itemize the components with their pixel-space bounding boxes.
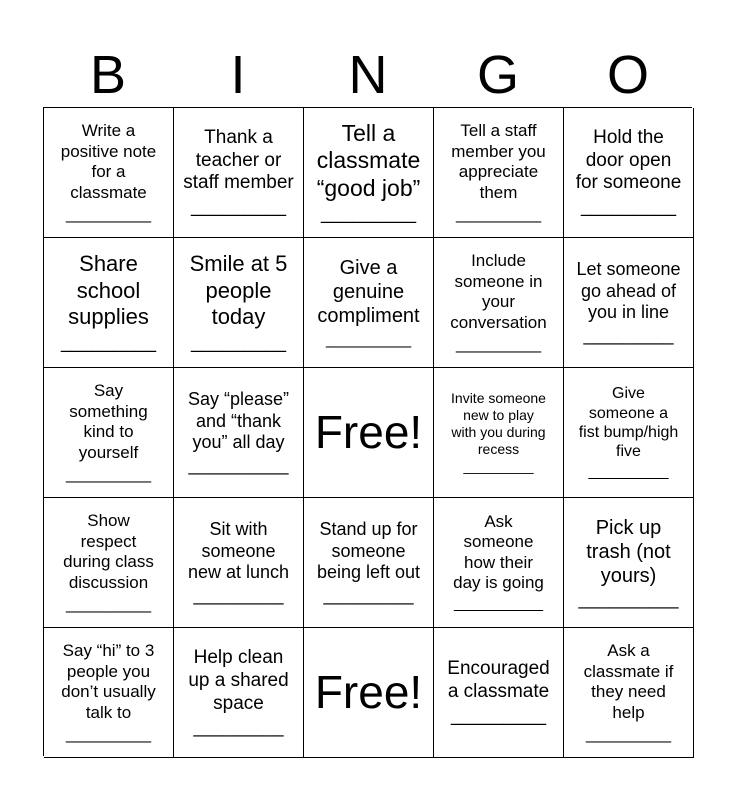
cell-line: _________: [65, 593, 152, 613]
bingo-cell[interactable]: [304, 238, 434, 368]
bingo-cell[interactable]: [434, 628, 564, 758]
bingo-cell[interactable]: [564, 108, 694, 238]
header-letter-n: N: [348, 45, 388, 105]
cell-text: Tell a classmate “good job”: [316, 119, 421, 201]
cell-line: _________: [450, 704, 547, 726]
cell-line: _________: [323, 584, 414, 605]
cell-line: _________: [193, 716, 284, 737]
header-letter-i: I: [230, 45, 246, 105]
cell-line: _________: [60, 331, 157, 353]
cell-text: Tell a staff member you appreciate them: [451, 121, 546, 202]
cell-text: Stand up for someone being left out: [316, 519, 421, 583]
cell-line: _________: [193, 584, 284, 605]
header-letter-b: B: [89, 45, 127, 105]
bingo-board: [43, 107, 692, 756]
bingo-cell[interactable]: [44, 238, 174, 368]
bingo-cell[interactable]: [174, 238, 304, 368]
cell-line: _________: [583, 324, 674, 345]
bingo-cell[interactable]: [434, 498, 564, 628]
bingo-cell[interactable]: [44, 108, 174, 238]
bingo-cell[interactable]: [44, 628, 174, 758]
cell-text: Thank a teacher or staff member: [183, 126, 294, 194]
cell-text: Include someone in your conversation: [450, 251, 547, 332]
bingo-cell[interactable]: [44, 368, 174, 498]
cell-line: _________: [455, 203, 542, 223]
header-letter-o: O: [606, 45, 649, 105]
free-space[interactable]: [304, 628, 434, 758]
bingo-cell[interactable]: [564, 368, 694, 498]
header-letter-g: G: [476, 45, 519, 105]
bingo-cell[interactable]: [564, 238, 694, 368]
bingo-cell[interactable]: [434, 368, 564, 498]
cell-line: _________: [190, 331, 287, 353]
bingo-cell[interactable]: [564, 498, 694, 628]
cell-line: _________: [190, 196, 287, 218]
cell-line: _________: [463, 458, 534, 475]
bingo-cell[interactable]: [434, 238, 564, 368]
cell-line: __________: [454, 595, 543, 613]
bingo-cell[interactable]: [304, 108, 434, 238]
bingo-header: [43, 42, 693, 108]
cell-line: _________: [455, 333, 542, 353]
cell-line: __________: [188, 454, 289, 475]
cell-text: Ask a classmate if they need help: [583, 641, 674, 722]
cell-line: _________: [320, 203, 417, 225]
cell-line: _________: [588, 463, 669, 481]
cell-text: Hold the door open for someone: [575, 126, 682, 194]
bingo-cell[interactable]: [174, 368, 304, 498]
bingo-cell[interactable]: [174, 108, 304, 238]
cell-line: _________: [325, 329, 412, 349]
bingo-cell[interactable]: [564, 628, 694, 758]
bingo-cell[interactable]: [434, 108, 564, 238]
bingo-cell[interactable]: [304, 498, 434, 628]
bingo-cell[interactable]: [174, 498, 304, 628]
cell-text: Give a genuine compliment: [317, 257, 420, 328]
cell-text: Let someone go ahead of you in line: [576, 259, 681, 323]
cell-line: __________: [578, 588, 679, 609]
free-space[interactable]: [304, 368, 434, 498]
bingo-cell[interactable]: [44, 498, 174, 628]
cell-text: Encouraged a classmate: [447, 658, 550, 703]
cell-text: Write a positive note for a classmate: [60, 121, 157, 202]
cell-text: Smile at 5 people today: [189, 251, 288, 330]
bingo-cell[interactable]: [174, 628, 304, 758]
cell-text: Ask someone how their day is going: [453, 511, 544, 593]
cell-text: Show respect during class discussion: [63, 511, 154, 592]
cell-line: _________: [585, 723, 672, 743]
cell-line: _________: [65, 723, 152, 743]
cell-text: Help clean up a shared space: [188, 647, 289, 714]
cell-line: _________: [580, 196, 677, 218]
cell-text: Say “please” and “thank you” all day: [187, 389, 290, 453]
cell-text: Sit with someone new at lunch: [187, 519, 290, 583]
cell-text: Pick up trash (not yours): [586, 516, 671, 587]
cell-text: Give someone a fist bump/high five: [578, 385, 679, 460]
cell-text: Invite someone new to play with you during recess: [451, 390, 546, 457]
free-space-label: Free!: [314, 665, 423, 718]
cell-line: _________: [65, 203, 152, 223]
cell-text: Say “hi” to 3 people you don’t usually talk to: [61, 641, 156, 722]
cell-text: Say something kind to yourself: [69, 381, 148, 462]
cell-text: Share school supplies: [68, 251, 149, 330]
cell-line: _________: [65, 463, 152, 483]
free-space-label: Free!: [314, 405, 423, 458]
